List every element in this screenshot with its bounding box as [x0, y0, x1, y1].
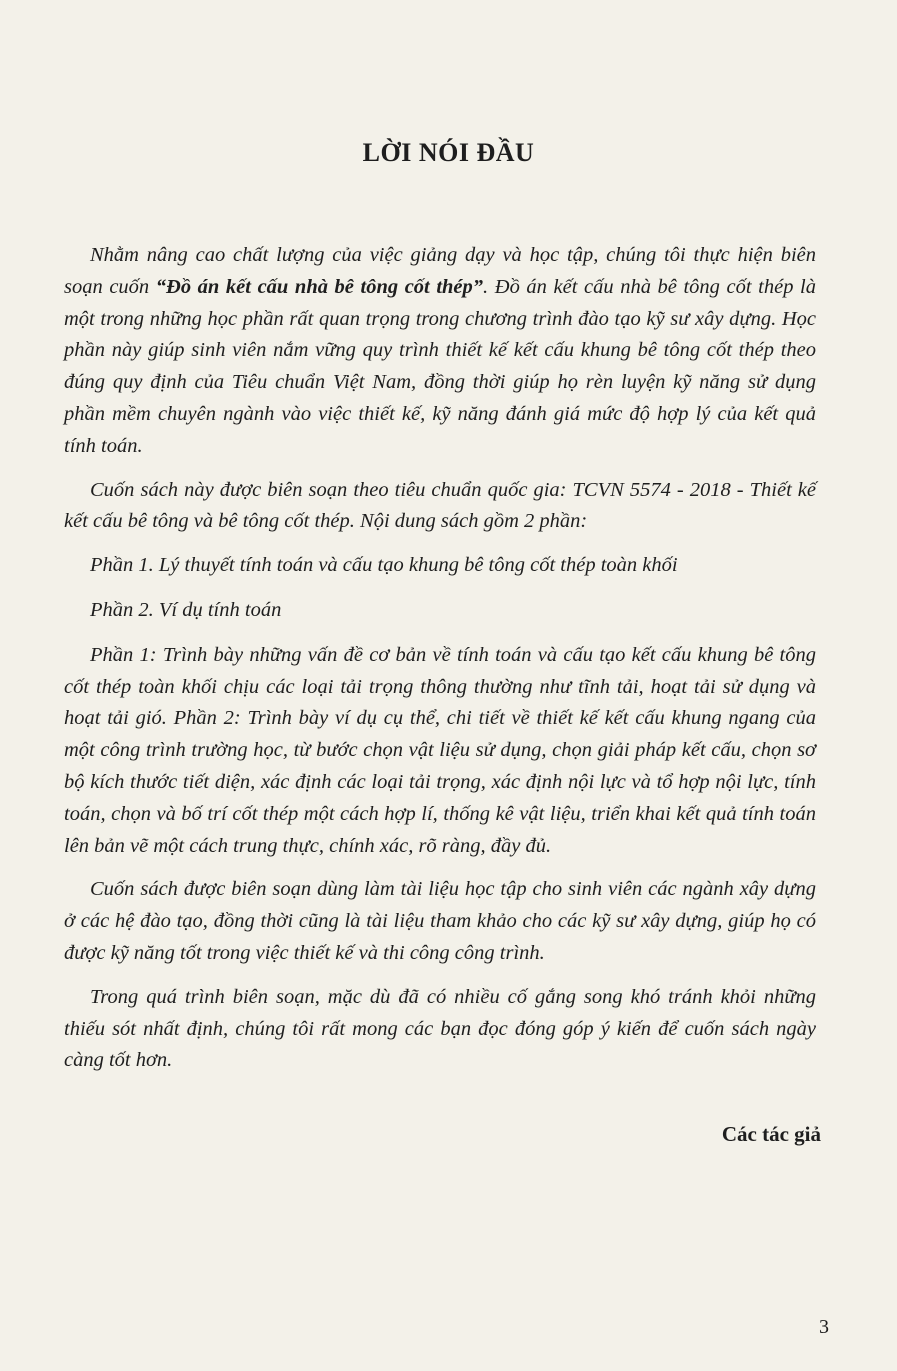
- signature: Các tác giả: [721, 1122, 821, 1146]
- part-2-line: Phần 2. Ví dụ tính toán: [90, 598, 282, 621]
- preface-body: [64, 240, 816, 1089]
- paragraph-intro-end: . Đồ án kết cấu nhà bê tông cốt thép là một trong những học phần rất quan trọng trong chương trình đào tạo kỹ sư xây dựng. Học phần này giúp sinh viên nắm vững quy trình thiết kế kết cấu khung bê tông cốt thép theo đúng quy định của Tiêu chuẩn Việt Nam, đồng thời giúp họ rèn luyện kỹ năng sử dụng phần mềm chuyên ngành vào việc thiết kế, kỹ năng đánh giá mức độ hợp lý của kết quả tính toán.: [64, 275, 817, 457]
- paragraph-intro-start: Nhằm nâng cao chất lượng của việc giảng dạy và học tập, chúng tôi thực hiện biên soạn cuốn: [64, 244, 816, 298]
- page-number: 3: [819, 1316, 829, 1338]
- paragraph-content: Phần 1: Trình bày những vấn đề cơ bản về tính toán và cấu tạo kết cấu khung bê tông cốt thép toàn khối chịu các loại tải trọng thông thường như tĩnh tải, hoạt tải sử dụng và hoạt tải gió. Phần 2: Trình bày ví dụ cụ thể, chi tiết về thiết kế kết cấu khung ngang của một công trình trường học, từ bước chọn vật liệu sử dụng, chọn giải pháp kết cấu, chọn sơ bộ kích thước tiết diện, xác định các loại tải trọng, xác định nội lực và tổ hợp nội lực, tính toán, chọn và bố trí cốt thép một cách hợp lí, thống kê vật liệu, triển khai kết quả tính toán lên bản vẽ một cách trung thực, chính xác, rõ ràng, đầy đủ.: [64, 643, 816, 857]
- page-title: LỜI NÓI ĐẦU: [362, 138, 535, 167]
- paragraph-audience: Cuốn sách được biên soạn dùng làm tài liệu học tập cho sinh viên các ngành xây dựng ở các hệ đào tạo, đồng thời cũng là tài liệu tham khảo cho các kỹ sư xây dựng, giúp họ có được kỹ năng tốt trong việc thiết kế và thi công công trình.: [64, 878, 816, 964]
- paragraph-closing: Trong quá trình biên soạn, mặc dù đã có nhiều cố gắng song khó tránh khỏi những thiếu sót nhất định, chúng tôi rất mong các bạn đọc đóng góp ý kiến để cuốn sách ngày càng tốt hơn.: [64, 985, 816, 1072]
- book-title: “Đồ án kết cấu nhà bê tông cốt thép”: [155, 275, 484, 298]
- part-1-line: Phần 1. Lý thuyết tính toán và cấu tạo khung bê tông cốt thép toàn khối: [90, 554, 678, 577]
- paragraph-standard: Cuốn sách này được biên soạn theo tiêu chuẩn quốc gia: TCVN 5574 - 2018 - Thiết kế kết cấu bê tông và bê tông cốt thép. Nội dung sách gồm 2 phần:: [64, 478, 816, 533]
- paragraph-intro: [64, 240, 816, 463]
